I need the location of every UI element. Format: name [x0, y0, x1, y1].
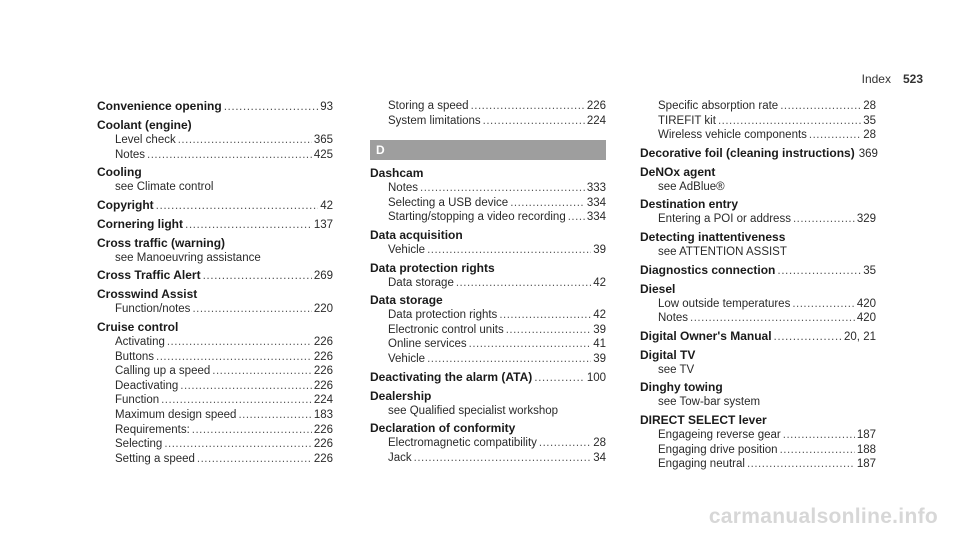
index-entry-title	[97, 198, 333, 214]
index-subentry-text: TIREFIT kit	[658, 114, 716, 127]
page-ref: 42	[320, 199, 333, 212]
index-entry-title-text: Cross traffic (warning)	[97, 235, 226, 250]
index-subentry	[97, 379, 333, 394]
index-entry-title	[640, 329, 876, 345]
index-entry-title	[370, 166, 606, 181]
leader-dots	[809, 128, 861, 143]
leader-dots	[156, 350, 312, 365]
index-entry-title	[97, 268, 333, 284]
index-entry-title	[370, 421, 606, 436]
index-entry	[640, 162, 876, 195]
index-column-3	[640, 99, 876, 472]
index-subentry-text: Storing a speed	[388, 100, 469, 112]
page-ref: 226	[313, 365, 333, 378]
index-entry	[640, 377, 876, 410]
leader-dots	[192, 423, 312, 438]
page-ref: 334	[586, 196, 606, 209]
index-subentry	[97, 350, 333, 365]
leader-dots	[203, 268, 312, 283]
index-entry	[97, 195, 333, 214]
index-subentry	[370, 337, 606, 352]
index-entry-title	[97, 99, 333, 115]
index-entry-title	[640, 146, 876, 162]
index-entry-title-text: Detecting inattentiveness	[640, 229, 786, 244]
index-subentry-text: see ATTENTION ASSIST	[658, 245, 787, 258]
index-subentry-text: Calling up a speed	[115, 365, 211, 378]
leader-dots	[534, 370, 585, 385]
index-entry-title	[640, 230, 876, 245]
index-entry-title-text: Convenience opening	[97, 99, 222, 113]
index-subentry	[640, 395, 876, 410]
index-entry-title	[370, 389, 606, 404]
index-entry-title-text: Cooling	[97, 165, 142, 180]
page-ref: 333	[586, 182, 606, 195]
page-ref: 187	[856, 428, 876, 441]
leader-dots	[747, 457, 855, 472]
page-ref: 28	[593, 437, 606, 450]
page-ref: 269	[313, 270, 333, 283]
page-ref: 39	[593, 352, 606, 365]
index-subentry	[97, 393, 333, 408]
page-ref: 420	[856, 297, 876, 310]
index-subentry	[97, 302, 333, 317]
index-subentry-text: Engaging drive position	[658, 443, 778, 456]
index-entry	[640, 279, 876, 326]
page-ref: 224	[313, 394, 333, 407]
index-entry-title	[370, 261, 606, 276]
letter-section-header: D	[370, 140, 606, 160]
index-entry-title-text: Destination entry	[640, 197, 739, 212]
leader-dots	[147, 148, 312, 163]
watermark: carmanualsonline.info	[708, 505, 938, 528]
index-subentry	[370, 352, 606, 367]
leader-dots	[792, 297, 854, 312]
index-subentry	[640, 180, 876, 195]
index-subentry	[370, 436, 606, 451]
index-entry-title	[370, 293, 606, 308]
index-entry-title-text: Dealership	[370, 388, 432, 403]
index-entry-title	[640, 282, 876, 297]
index-subentry	[97, 148, 333, 163]
index-subentry-text: Function	[115, 394, 160, 407]
leader-dots	[456, 276, 591, 291]
index-entry	[97, 115, 333, 162]
page-ref: 226	[313, 335, 333, 348]
index-entry	[640, 345, 876, 378]
page-ref: 226	[313, 350, 333, 363]
index-entry-title-text: Crosswind Assist	[97, 287, 198, 302]
index-entry	[97, 162, 333, 195]
leader-dots	[192, 302, 311, 317]
index-subentry	[640, 212, 876, 227]
index-entry	[370, 166, 606, 225]
index-entry	[97, 99, 333, 115]
leader-dots	[690, 311, 855, 326]
index-subentry	[370, 404, 606, 419]
index-entry-title	[97, 118, 333, 133]
page-header	[862, 72, 923, 86]
index-subentry-text: Setting a speed	[115, 452, 195, 465]
page-ref: 28	[863, 100, 876, 112]
index-entry-title	[640, 380, 876, 395]
index-entry	[97, 214, 333, 233]
page-ref: 226	[313, 438, 333, 451]
index-subentry-text: Starting/stopping a video recording	[388, 211, 566, 224]
index-entry	[97, 233, 333, 266]
page-ref: 39	[593, 243, 606, 256]
index-subentry-text: Notes	[388, 182, 419, 195]
index-entry-title	[640, 413, 876, 428]
index-subentry-text: Selecting a USB device	[388, 196, 509, 209]
leader-dots	[420, 181, 585, 196]
page-ref: 226	[586, 100, 606, 112]
index-subentry	[370, 323, 606, 338]
index-entry-title	[97, 217, 333, 233]
page-ref: 220	[313, 303, 333, 316]
leader-dots	[238, 408, 311, 423]
index-subentry	[97, 180, 333, 195]
index-subentry-text: Buttons	[115, 350, 154, 363]
index-entry-title-text: Decorative foil (cleaning instructions)	[640, 145, 855, 160]
leader-dots	[780, 99, 861, 114]
index-entry-title-text: Diagnostics connection	[640, 262, 776, 277]
index-entry-title	[640, 263, 876, 279]
index-subentry-text: Wireless vehicle components	[658, 129, 807, 142]
index-entry	[97, 317, 333, 466]
index-entry-title-text: Deactivating the alarm (ATA)	[370, 369, 533, 384]
index-subentry-text: Engageing reverse gear	[658, 428, 781, 441]
index-subentry-text: Notes	[658, 312, 689, 325]
index-subentry	[640, 457, 876, 472]
index-entry-title-text: Dinghy towing	[640, 380, 723, 395]
index-subentry	[97, 452, 333, 467]
index-subentry	[97, 251, 333, 266]
leader-dots	[568, 210, 585, 225]
leader-dots	[777, 263, 861, 278]
index-entry	[640, 227, 876, 260]
leader-dots	[469, 337, 592, 352]
index-subentry	[370, 99, 606, 114]
page-ref: 28	[863, 129, 876, 142]
index-subentry	[370, 196, 606, 211]
page-ref: 329	[856, 213, 876, 226]
page-ref: 34	[593, 451, 606, 464]
index-subentry-text: Function/notes	[115, 303, 191, 316]
index-entry-title-text: DeNOx agent	[640, 164, 716, 179]
index-subentry-text: see AdBlue®	[658, 180, 725, 193]
leader-dots	[471, 99, 585, 114]
index-entry	[640, 326, 876, 345]
index-subentry-text: Entering a POI or address	[658, 213, 791, 226]
page-ref: 35	[863, 114, 876, 127]
index-entry-title	[370, 228, 606, 243]
index-subentry-text: see Tow-bar system	[658, 396, 761, 409]
leader-dots	[224, 99, 319, 114]
leader-dots	[185, 217, 312, 232]
index-subentry	[640, 297, 876, 312]
leader-dots	[483, 114, 585, 129]
index-subentry	[640, 114, 876, 129]
page-ref: 226	[313, 423, 333, 436]
index-entry	[370, 290, 606, 366]
index-entry-title-text: Cross Traffic Alert	[97, 268, 201, 283]
index-subentry	[640, 428, 876, 443]
index-subentry-text: Notes	[115, 148, 146, 161]
leader-dots	[793, 212, 855, 227]
page-ref: 100	[586, 371, 606, 384]
index-subentry-text: Electromagnetic compatibility	[388, 437, 537, 450]
index-entry-title-text: Declaration of conformity	[370, 421, 516, 436]
leader-dots	[156, 198, 319, 213]
section-name: Index	[861, 72, 891, 86]
page-ref: 35	[863, 264, 876, 277]
index-subentry-text: Maximum design speed	[115, 408, 237, 421]
index-entry	[370, 258, 606, 291]
index-subentry-text: Level check	[115, 134, 176, 146]
index-subentry	[370, 181, 606, 196]
index-entry-title-text: Digital TV	[640, 347, 696, 362]
index-subentry	[97, 364, 333, 379]
index-subentry	[640, 245, 876, 260]
index-entry-title-text: Digital Owner's Manual	[640, 328, 772, 343]
page-ref: 42	[593, 276, 606, 289]
leader-dots	[197, 452, 312, 467]
page-ref: 365	[313, 134, 333, 146]
leader-dots	[499, 308, 591, 323]
index-subentry-text: see Manoeuvring assistance	[115, 251, 261, 264]
index-entry-title-text: DIRECT SELECT lever	[640, 412, 767, 427]
page-ref: 369	[858, 147, 878, 160]
index-subentry-text: Low outside temperatures	[658, 297, 791, 310]
index-entry-title	[97, 236, 333, 251]
index-subentry	[640, 443, 876, 458]
index-entry	[97, 284, 333, 317]
index-subentry-text: Requirements:	[115, 423, 190, 436]
page-ref: 93	[320, 101, 333, 113]
page-ref: 188	[856, 443, 876, 456]
index-entry-title	[640, 348, 876, 363]
index-subentry-text: Deactivating	[115, 379, 179, 392]
index-subentry	[97, 408, 333, 423]
index-entry-title-text: Data protection rights	[370, 260, 495, 275]
index-subentry-text: Selecting	[115, 438, 163, 451]
index-entry-title-text: Data storage	[370, 293, 443, 308]
leader-dots	[780, 443, 855, 458]
page-ref: 226	[313, 452, 333, 465]
index-subentry-text: Specific absorption rate	[658, 100, 779, 112]
leader-dots	[783, 428, 855, 443]
index-subentry-text: see TV	[658, 363, 695, 376]
leader-dots	[539, 436, 591, 451]
index-entry	[97, 265, 333, 284]
index-subentry	[370, 451, 606, 466]
index-entry	[370, 225, 606, 258]
index-entry-title-text: Cruise control	[97, 319, 179, 334]
index-entry-title-text: Dashcam	[370, 166, 424, 181]
page-ref: 39	[593, 323, 606, 336]
leader-dots	[178, 133, 312, 148]
index-entry-title-text: Data acquisition	[370, 227, 463, 242]
index-entry-title	[640, 197, 876, 212]
index-entry	[370, 386, 606, 419]
index-entry	[370, 418, 606, 465]
index-entry-title-text: Cornering light	[97, 216, 183, 231]
page-ref: 334	[586, 211, 606, 224]
index-entry-title-text: Coolant (engine)	[97, 118, 192, 132]
index-subentry-text: see Climate control	[115, 181, 214, 194]
page-ref: 187	[856, 458, 876, 471]
index-subentry-text: System limitations	[388, 114, 481, 127]
index-entry	[640, 410, 876, 472]
index-column-2	[370, 99, 606, 465]
index-subentry	[640, 99, 876, 114]
leader-dots	[427, 243, 591, 258]
index-subentry	[370, 210, 606, 225]
index-subentry	[640, 128, 876, 143]
index-entry-title	[640, 165, 876, 180]
index-subentry-text: Activating	[115, 335, 165, 348]
index-entry	[640, 260, 876, 279]
leader-dots	[164, 437, 312, 452]
leader-dots	[718, 114, 861, 129]
index-entry-title-text: Diesel	[640, 281, 676, 296]
index-column-1	[97, 99, 333, 466]
index-entry-title	[370, 370, 606, 386]
index-subentry	[97, 437, 333, 452]
page-number: 523	[902, 72, 923, 86]
index-entry	[640, 194, 876, 227]
index-subentry	[97, 133, 333, 148]
index-subentry	[97, 335, 333, 350]
leader-dots	[161, 393, 312, 408]
index-entry	[640, 146, 876, 162]
index-subentry	[640, 311, 876, 326]
index-entry-title	[97, 320, 333, 335]
leader-dots	[212, 364, 312, 379]
index-subentry-text: Vehicle	[388, 243, 426, 256]
index-subentry	[370, 308, 606, 323]
index-subentry	[370, 276, 606, 291]
page-ref: 42	[593, 309, 606, 322]
index-subentry-text: Engaging neutral	[658, 458, 745, 471]
index-subentry-text: Vehicle	[388, 352, 426, 365]
index-subentry-text: Jack	[388, 451, 412, 464]
index-subentry	[97, 423, 333, 438]
page-ref: 183	[313, 408, 333, 421]
leader-dots	[774, 329, 842, 344]
index-subentry-text: see Qualified specialist workshop	[388, 404, 559, 417]
page-ref: 420	[856, 312, 876, 325]
page-ref: 224	[586, 114, 606, 127]
page-ref: 425	[313, 148, 333, 161]
index-subentry-text: Electronic control units	[388, 323, 504, 336]
page-ref: 41	[593, 338, 606, 351]
index-entry-title-text: Copyright	[97, 197, 154, 212]
index-entry-title	[97, 287, 333, 302]
page-ref: 20, 21	[844, 330, 876, 343]
index-subentry-text: Online services	[388, 338, 467, 351]
index-entry-title	[97, 165, 333, 180]
leader-dots	[180, 379, 312, 394]
page-ref: 137	[313, 218, 333, 231]
leader-dots	[510, 196, 585, 211]
index-entry	[370, 367, 606, 386]
index-subentry	[640, 363, 876, 378]
index-subentry	[370, 114, 606, 129]
leader-dots	[414, 451, 592, 466]
leader-dots	[506, 323, 592, 338]
index-subentry-text: Data protection rights	[388, 309, 498, 322]
index-subentry-text: Data storage	[388, 276, 454, 289]
index-subentry	[370, 243, 606, 258]
page-ref: 226	[313, 379, 333, 392]
leader-dots	[167, 335, 312, 350]
leader-dots	[427, 352, 591, 367]
